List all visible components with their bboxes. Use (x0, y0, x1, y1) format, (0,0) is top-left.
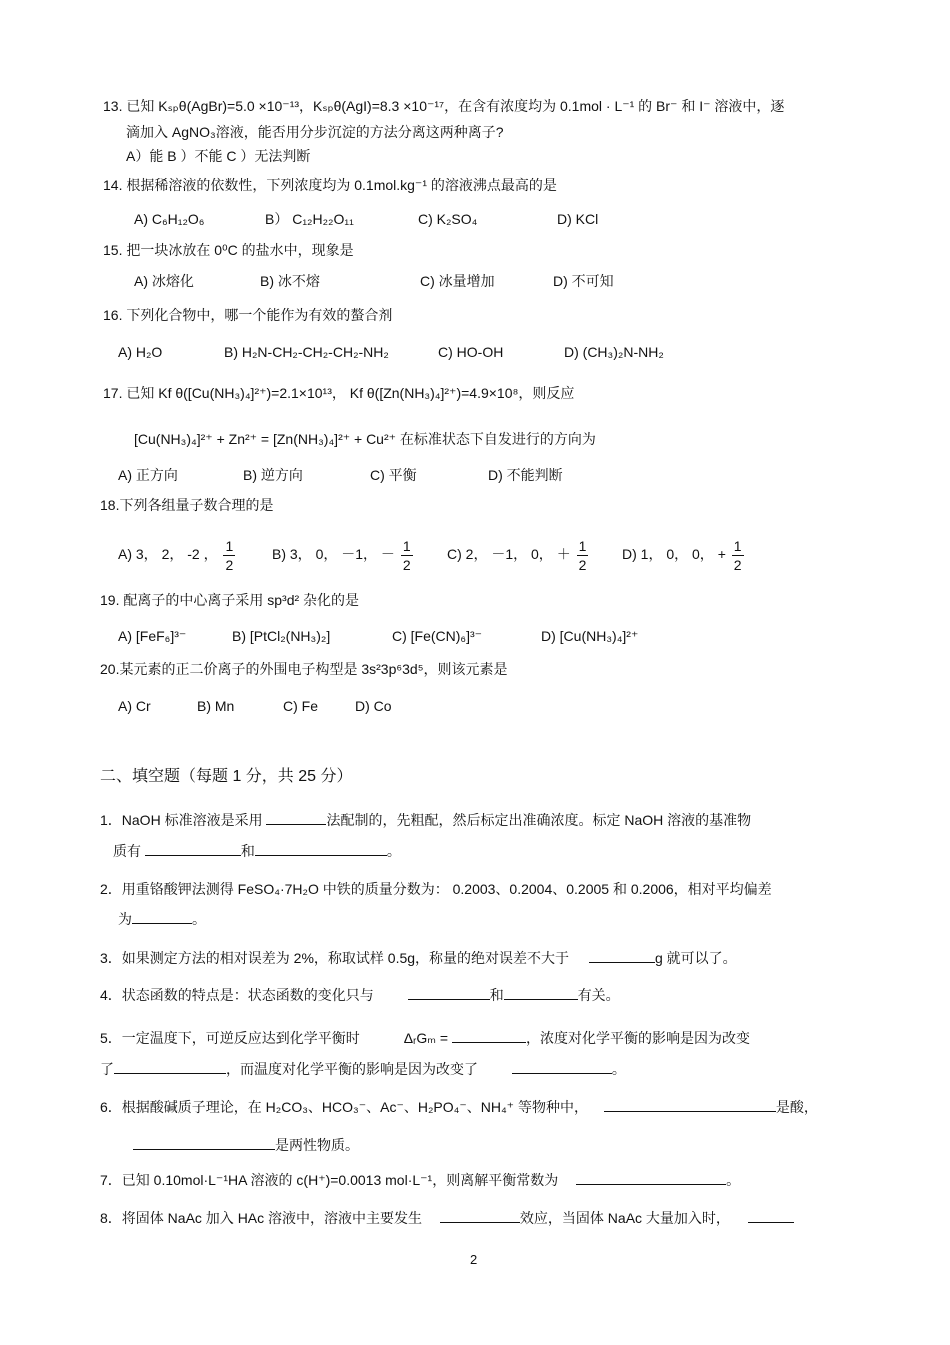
fill-q2-line1: 2．用重铬酸钾法测得 FeSO₄·7H₂O 中铁的质量分数为： 0.2003、0.2004、0.2005 和 0.2006，相对平均偏差 (100, 881, 772, 897)
answer-blank[interactable] (408, 985, 490, 1000)
q20-stem: 20.某元素的正二价离子的外围电子构型是 3s²3p⁶3d⁵，则该元素是 (100, 661, 508, 677)
answer-blank[interactable] (266, 810, 326, 825)
q16-option-b: B) H₂N-CH₂-CH₂-CH₂-NH₂ (224, 344, 389, 360)
q16-option-d: D) (CH₃)₂N-NH₂ (564, 344, 664, 360)
q19-option-d: D) [Cu(NH₃)₄]²⁺ (541, 628, 639, 644)
q15-stem: 15. 把一块冰放在 0⁰C 的盐水中，现象是 (103, 242, 354, 258)
q15-option-c: C) 冰量增加 (420, 273, 495, 289)
fraction: $\frac{1}{2}$ (578, 537, 587, 573)
fill-q3: 3．如果测定方法的相对误差为 2%，称取试样 0.5g，称量的绝对误差不大于 g 就可以了。 (100, 950, 737, 966)
q14-option-d: D) KCl (557, 211, 599, 227)
fill-q2-line2: 为 。 (118, 911, 206, 927)
q19-option-a: A) [FeF₆]³⁻ (118, 628, 187, 644)
q18-option-d: D) 1， 0， 0， + $\frac{1}{2}$ (622, 537, 742, 573)
fill-q4: 4．状态函数的特点是：状态函数的变化只与 和 有关。 (100, 987, 620, 1003)
q16-stem: 16. 下列化合物中，哪一个能作为有效的螯合剂 (103, 307, 393, 323)
gibbs-symbol: ΔᵣGₘ = (403, 1030, 449, 1046)
answer-blank[interactable] (576, 1170, 726, 1185)
q19-option-c: C) [Fe(CN)₆]³⁻ (392, 628, 483, 644)
answer-blank[interactable] (512, 1059, 612, 1074)
q15-option-b: B) 冰不熔 (260, 273, 320, 289)
fill-q6-line1: 6．根据酸碱质子理论，在 H₂CO₃、HCO₃⁻、Ac⁻、H₂PO₄⁻、NH₄⁺ 等物种中， 是酸， (100, 1099, 818, 1115)
answer-blank[interactable] (748, 1208, 794, 1223)
fill-q1-line2: 质有 和 。 (113, 843, 401, 859)
answer-blank[interactable] (452, 1028, 526, 1043)
q14-option-a: A) C₆H₁₂O₆ (134, 211, 205, 227)
q20-option-d: D) Co (355, 698, 392, 714)
q18-option-a: A) 3， 2， -2 ， $\frac{1}{2}$ (118, 537, 234, 573)
q18-stem: 18.下列各组量子数合理的是 (100, 497, 274, 513)
q19-stem: 19. 配离子的中心离子采用 sp³d² 杂化的是 (100, 592, 360, 608)
q17-option-b: B) 逆方向 (243, 467, 303, 483)
q16-option-c: C) HO-OH (438, 344, 504, 360)
fraction: $\frac{1}{2}$ (225, 537, 234, 573)
q15-option-a: A) 冰熔化 (134, 273, 194, 289)
fill-q8: 8．将固体 NaAc 加入 HAc 溶液中，溶液中主要发生 效应，当固体 NaAc 大量加入时， (100, 1208, 794, 1228)
fill-q5-line2: 了 ，而温度对化学平衡的影响是因为改变了 。 (100, 1061, 626, 1077)
q13-line2: 滴加入 AgNO₃溶液，能否用分步沉淀的方法分离这两种离子? (126, 124, 504, 140)
answer-blank[interactable] (504, 985, 578, 1000)
q17-reaction: [Cu(NH₃)₄]²⁺ + Zn²⁺ = [Zn(NH₃)₄]²⁺ + Cu²⁺ 在标准状态下自发进行的方向为 (134, 431, 596, 447)
answer-blank[interactable] (255, 841, 387, 856)
answer-blank[interactable] (145, 841, 241, 856)
q13-options: A）能 B ）不能 C ）无法判断 (126, 148, 311, 164)
q20-option-a: A) Cr (118, 698, 151, 714)
answer-blank[interactable] (132, 909, 192, 924)
fill-q1-line1: 1．NaOH 标准溶液是采用 法配制的，先粗配，然后标定出准确浓度。标定 NaOH 溶液的基准物 (100, 812, 752, 828)
fraction: $\frac{1}{2}$ (402, 537, 411, 573)
answer-blank[interactable] (604, 1097, 776, 1112)
q13-line1: 13. 已知 Kₛₚθ(AgBr)=5.0 ×10⁻¹³，Kₛₚθ(AgI)=8.3 ×10⁻¹⁷，在含有浓度均为 0.1mol · L⁻¹ 的 Br⁻ 和 I⁻ 溶液中，逐 (103, 98, 785, 114)
fraction: $\frac{1}{2}$ (733, 537, 742, 573)
q18-option-b: B) 3， 0， －1， － $\frac{1}{2}$ (272, 537, 411, 573)
answer-blank[interactable] (440, 1208, 520, 1223)
q14-option-c: C) K₂SO₄ (418, 211, 478, 227)
fill-q5-line1: 5．一定温度下，可逆反应达到化学平衡时 ΔᵣGₘ = ，浓度对化学平衡的影响是因为改变 (100, 1030, 750, 1046)
answer-blank[interactable] (133, 1135, 275, 1150)
answer-blank[interactable] (114, 1059, 226, 1074)
q20-option-c: C) Fe (283, 698, 318, 714)
fill-q7: 7．已知 0.10mol·L⁻¹HA 溶液的 c(H⁺)=0.0013 mol·L⁻¹，则离解平衡常数为 。 (100, 1172, 741, 1188)
section-heading: 二、填空题（每题 1 分，共 25 分） (100, 768, 353, 785)
fill-q6-line2: 是两性物质。 (133, 1135, 359, 1155)
q14-option-b: B） C₁₂H₂₂O₁₁ (265, 211, 354, 227)
q14-stem: 14. 根据稀溶液的依数性，下列浓度均为 0.1mol.kg⁻¹ 的溶液沸点最高的是 (103, 177, 557, 193)
page-number: 2 (470, 1252, 478, 1267)
q15-option-d: D) 不可知 (553, 273, 614, 289)
q20-option-b: B) Mn (197, 698, 235, 714)
q17-option-c: C) 平衡 (370, 467, 417, 483)
q18-option-c: C) 2， －1， 0， ＋ $\frac{1}{2}$ (447, 537, 587, 573)
answer-blank[interactable] (589, 948, 655, 963)
q19-option-b: B) [PtCl₂(NH₃)₂] (232, 628, 331, 644)
q17-option-d: D) 不能判断 (488, 467, 563, 483)
q16-option-a: A) H₂O (118, 344, 163, 360)
q17-stem: 17. 已知 Kf θ([Cu(NH₃)₄]²⁺)=2.1×10¹³， Kf θ([Zn(NH₃)₄]²⁺)=4.9×10⁸，则反应 (103, 385, 575, 401)
q17-option-a: A) 正方向 (118, 467, 178, 483)
